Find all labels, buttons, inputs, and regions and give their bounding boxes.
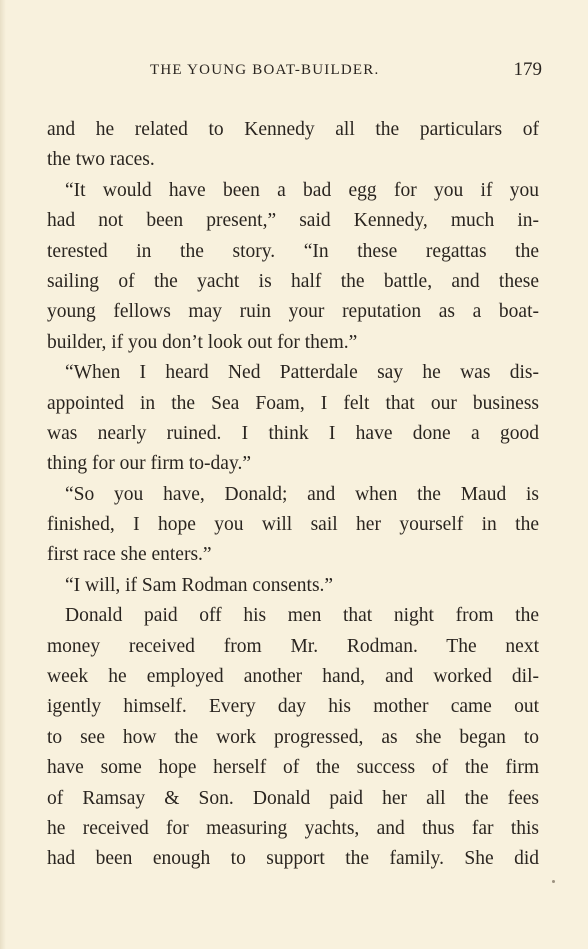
text-line: of Ramsay & Son. Donald paid her all the fees [47,787,539,809]
page-gutter-shadow [0,0,6,949]
text-line: money received from Mr. Rodman. The next [47,635,539,657]
text-line: “When I heard Ned Patterdale say he was dis- [65,362,539,384]
body-text [47,115,539,875]
text-line: and he related to Kennedy all the particulars of [47,119,539,140]
text-line: Donald paid off his men that night from the [65,605,539,627]
text-line: “I will, if Sam Rodman consents.” [65,574,334,596]
text-line: the two races. [47,149,155,171]
running-head [150,59,542,88]
text-line: young fellows may ruin your reputation as a boat- [47,301,539,323]
text-line: was nearly ruined. I think I have done a good [47,422,539,444]
text-line: thing for our firm to-day.” [47,453,251,475]
text-line: first race she enters.” [47,544,212,566]
text-line: “So you have, Donald; and when the Maud is [65,483,539,505]
text-line: finished, I hope you will sail her yourself in the [47,514,539,536]
margin-speck [552,880,555,883]
page-number: 179 [513,59,542,80]
text-line: builder, if you don’t look out for them.” [47,331,358,353]
text-line: terested in the story. “In these regattas the [47,240,539,262]
running-title: THE YOUNG BOAT-BUILDER. [150,62,380,78]
text-line: appointed in the Sea Foam, I felt that our business [47,392,539,414]
text-line: “It would have been a bad egg for you if you [65,179,539,201]
text-line: igently himself. Every day his mother came out [47,696,539,718]
text-line: he received for measuring yachts, and thus far this [47,817,539,839]
text-line: had not been present,” said Kennedy, much in- [47,210,539,232]
text-line: to see how the work progressed, as she began to [47,726,539,748]
text-line: sailing of the yacht is half the battle, and these [47,270,539,292]
text-line: have some hope herself of the success of the firm [47,757,539,779]
text-line: had been enough to support the family. She did [47,848,539,870]
text-line: week he employed another hand, and worked dil- [47,666,539,688]
